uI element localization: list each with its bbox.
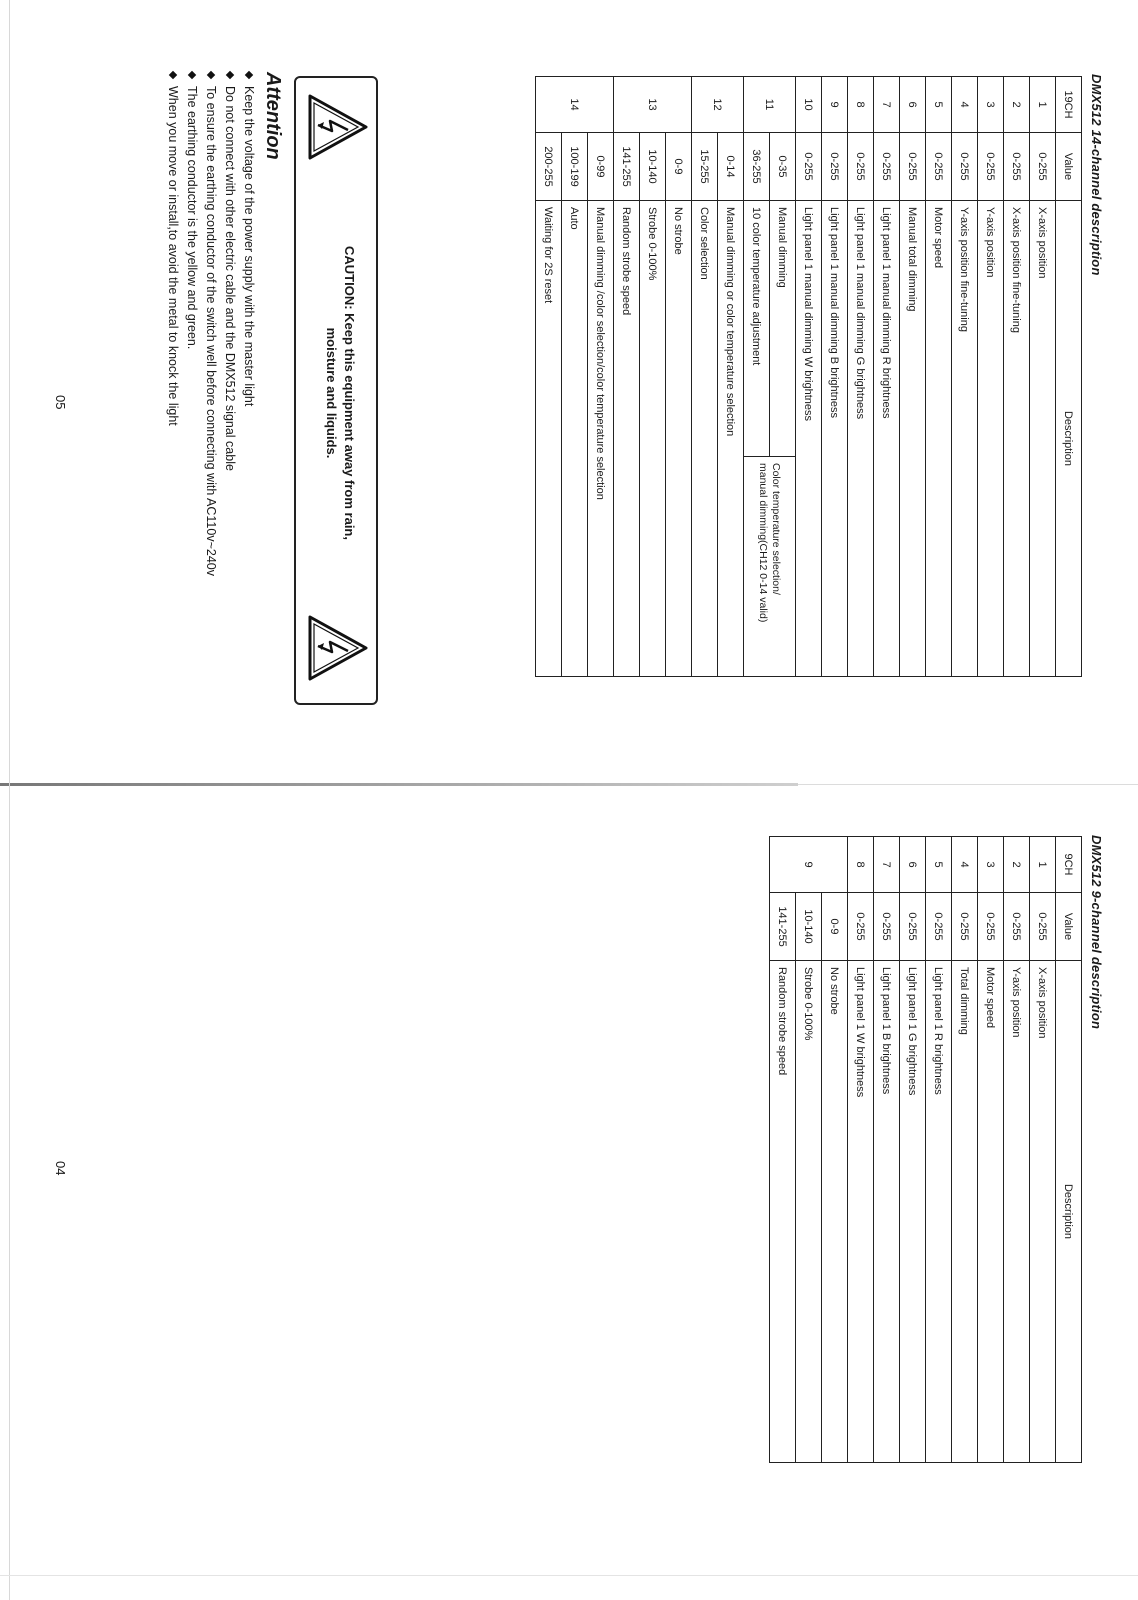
high-voltage-warning-icon [306,613,370,683]
table-row [692,77,718,677]
value-cell: 0-255 [1030,893,1056,961]
description-cell: Y-axis position [1004,961,1030,1463]
attention-list [163,70,258,576]
table-row [588,77,614,677]
channel-cell: 5 [926,77,952,133]
ch11-note-line1: Color temperature selection/ [770,463,783,595]
description-cell: Manual dimming [770,201,796,457]
description-cell: No strobe [666,201,692,677]
list-item: To ensure the earthing conductor of the switch well before connecting with AC110v~240v [201,70,220,576]
value-cell: 0-255 [952,133,978,201]
caution-line2: moisture and liquids. [324,327,339,459]
header-description: Description [1056,201,1082,677]
description-cell: Strobe 0-100% [796,961,822,1463]
value-cell: 0-255 [874,133,900,201]
channel-cell: 7 [874,77,900,133]
value-cell: 0-255 [900,133,926,201]
table-header-row [1056,837,1082,1463]
description-cell: Y-axis position fine-tuning [952,201,978,677]
list-item: When you move or install,to avoid the metal to knock the light [163,70,182,576]
table-row [1004,77,1030,677]
table-row [770,77,796,677]
description-cell: Strobe 0-100% [640,201,666,677]
table-row [822,77,848,677]
list-item: Do not connect with other electric cable and the DMX512 signal cable [220,70,239,576]
channel-cell: 7 [874,837,900,893]
value-cell: 0-9 [822,893,848,961]
table-row [614,77,640,677]
attention-title: Attention [262,72,284,160]
value-cell: 0-255 [1004,133,1030,201]
description-cell: Manual dimming or color temperature selection [718,201,744,677]
channel-cell: 13 [614,77,692,133]
table-row [978,837,1004,1463]
description-cell: X-axis position [1030,201,1056,677]
value-cell: 0-99 [588,133,614,201]
page-number: 04 [53,1161,68,1176]
header-value: Value [1056,893,1082,961]
description-cell: Light panel 1 R brightness [926,961,952,1463]
value-cell: 0-255 [978,133,1004,201]
description-cell: Light panel 1 manual dimming G brightness [848,201,874,677]
header-description: Description [1056,961,1082,1463]
description-cell: Y-axis position [978,201,1004,677]
value-cell: 10-140 [796,893,822,961]
description-cell: Light panel 1 manual dimming W brightness [796,201,822,677]
table-row [900,837,926,1463]
description-cell: Random strobe speed [770,961,796,1463]
table-row [1004,837,1030,1463]
channel-cell: 9 [822,77,848,133]
table-row [900,77,926,677]
table-row [796,77,822,677]
channel-cell: 4 [952,837,978,893]
value-cell: 0-255 [822,133,848,201]
table-header-row [1056,77,1082,677]
section-title-9ch: DMX512 9-channel description [1089,835,1104,1030]
header-value: Value [1056,133,1082,201]
description-cell: X-axis position fine-tuning [1004,201,1030,677]
table-row [874,837,900,1463]
value-cell: 10-140 [640,133,666,201]
value-cell: 0-35 [770,133,796,201]
value-cell: 0-255 [874,893,900,961]
channel-cell: 2 [1004,837,1030,893]
table-row [926,837,952,1463]
channel-cell: 1 [1030,837,1056,893]
description-cell: Manual dimming /color selection/color temperature selection [588,201,614,677]
value-cell: 0-9 [666,133,692,201]
table-14-channel [535,76,1082,677]
header-channel: 9CH [1056,837,1082,893]
table-row [1030,837,1056,1463]
description-cell: Waiting for 2S reset [536,201,562,677]
table-row [952,77,978,677]
table-row [1030,77,1056,677]
value-cell: 0-14 [718,133,744,201]
ch11-note-line2: manual dimming(CH12 0-14 valid) [757,463,770,623]
value-cell: 200-255 [536,133,562,201]
description-cell: Random strobe speed [614,201,640,677]
channel-cell: 10 [796,77,822,133]
channel-cell: 2 [1004,77,1030,133]
ch11-note-cell [744,457,796,677]
table-row [848,77,874,677]
page-number: 05 [53,395,68,410]
channel-cell: 3 [978,77,1004,133]
caution-box [294,76,378,705]
table-row [926,77,952,677]
description-cell: Light panel 1 manual dimming B brightness [822,201,848,677]
channel-cell: 11 [744,77,796,133]
value-cell: 0-255 [952,893,978,961]
value-cell: 0-255 [978,893,1004,961]
table-row [796,837,822,1463]
description-cell: Motor speed [978,961,1004,1463]
value-cell: 0-255 [848,893,874,961]
table-row [770,837,796,1463]
value-cell: 0-255 [796,133,822,201]
high-voltage-warning-icon [306,92,370,162]
caution-text [322,198,358,588]
description-cell: No strobe [822,961,848,1463]
description-cell: Light panel 1 manual dimming R brightness [874,201,900,677]
table-9-channel [769,836,1082,1463]
description-cell: Manual total dimming [900,201,926,677]
table-row [666,77,692,677]
table-row [718,77,744,677]
channel-cell: 9 [770,837,848,893]
list-item: Keep the voltage of the power supply with the master light [239,70,258,576]
table-row [874,77,900,677]
value-cell: 0-255 [1004,893,1030,961]
channel-cell: 14 [536,77,614,133]
value-cell: 0-255 [926,893,952,961]
value-cell: 141-255 [614,133,640,201]
value-cell: 36-255 [744,133,770,201]
value-cell: 15-255 [692,133,718,201]
channel-cell: 8 [848,77,874,133]
channel-cell: 4 [952,77,978,133]
value-cell: 141-255 [770,893,796,961]
description-cell: X-axis position [1030,961,1056,1463]
table-row [536,77,562,677]
section-title-14ch: DMX512 14-channel description [1089,74,1104,276]
description-cell: Light panel 1 W brightness [848,961,874,1463]
channel-cell: 5 [926,837,952,893]
value-cell: 0-255 [926,133,952,201]
channel-cell: 6 [900,77,926,133]
channel-cell: 8 [848,837,874,893]
description-cell: Color selection [692,201,718,677]
table-row [822,837,848,1463]
table-row [848,837,874,1463]
page-04 [0,786,1138,1600]
value-cell: 0-255 [1030,133,1056,201]
description-cell: Auto [562,201,588,677]
header-channel: 19CH [1056,77,1082,133]
table-row [978,77,1004,677]
table-row [562,77,588,677]
description-cell: 10 color temperature adjustment [744,201,770,457]
value-cell: 0-255 [900,893,926,961]
description-cell: Light panel 1 B brightness [874,961,900,1463]
value-cell: 100-199 [562,133,588,201]
channel-cell: 6 [900,837,926,893]
table-row [640,77,666,677]
channel-cell: 3 [978,837,1004,893]
page-05 [0,0,1138,786]
value-cell: 0-255 [848,133,874,201]
caution-line1: CAUTION: Keep this equipment away from rain, [342,246,357,540]
table-row [952,837,978,1463]
channel-cell: 12 [692,77,744,133]
description-cell: Total dimming [952,961,978,1463]
channel-cell: 1 [1030,77,1056,133]
description-cell: Light panel 1 G brightness [900,961,926,1463]
list-item: The earthing conductor is the yellow and green. [182,70,201,576]
description-cell: Motor speed [926,201,952,677]
